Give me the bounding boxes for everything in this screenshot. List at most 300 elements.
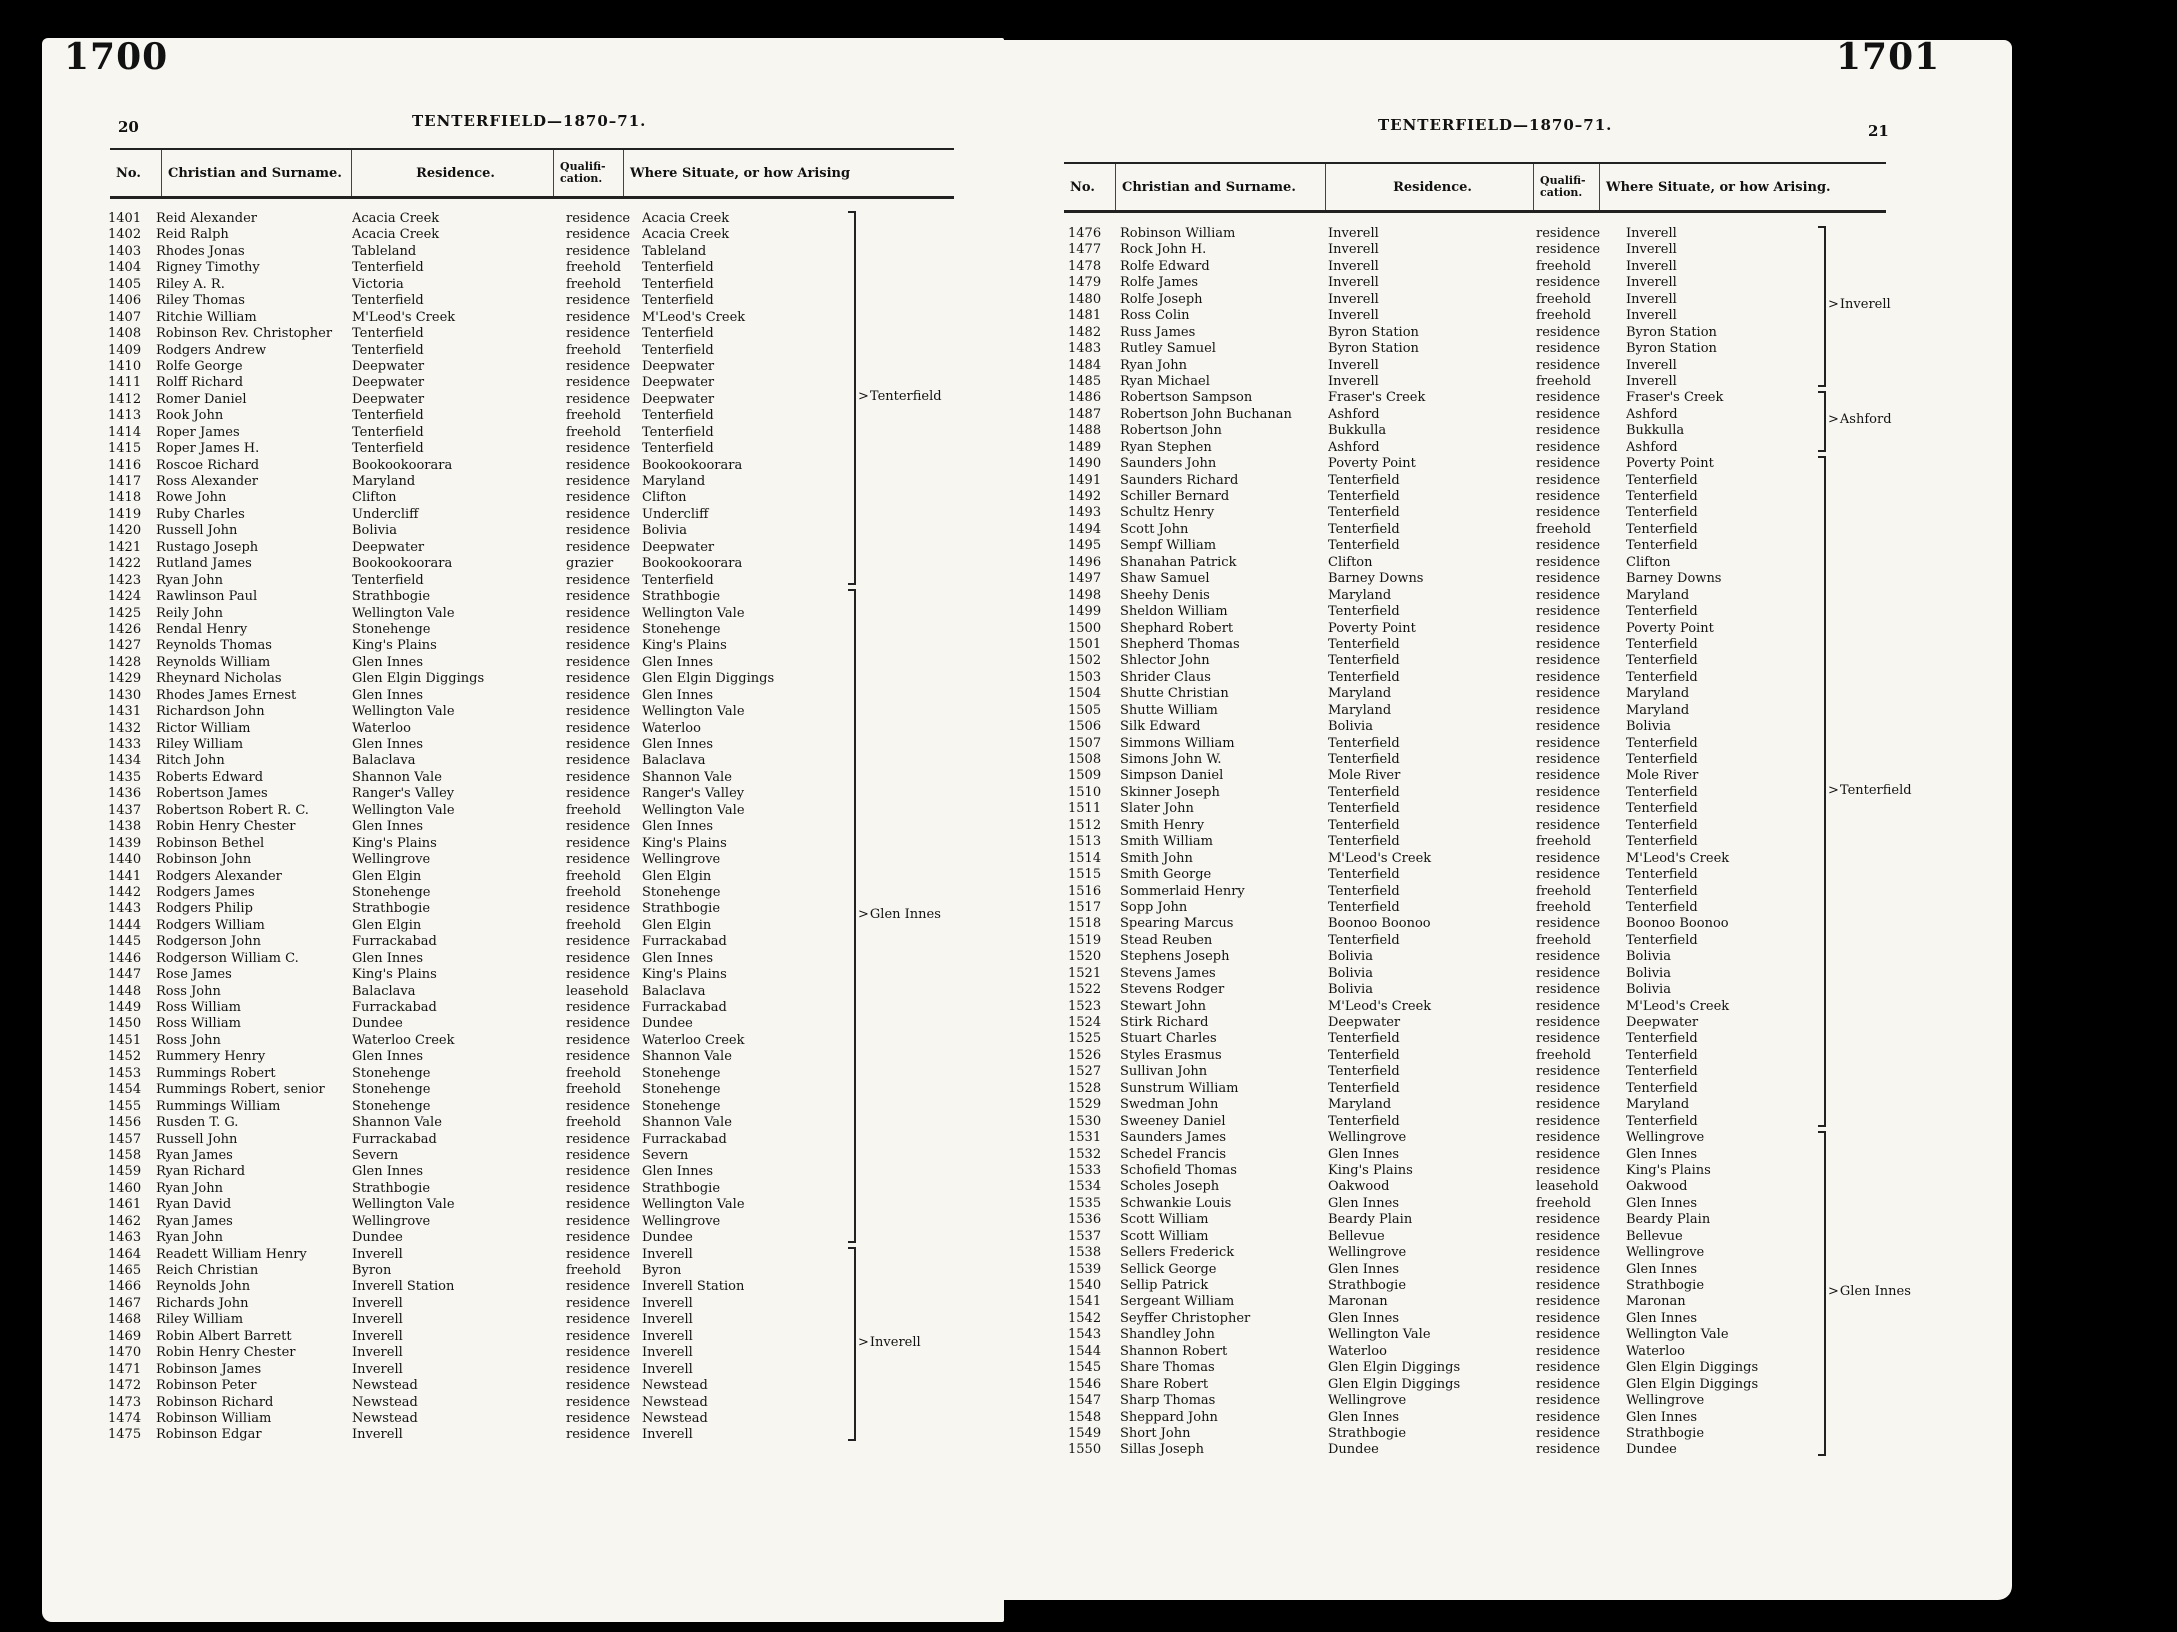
entry-row	[1068, 522, 1826, 538]
folio-number: 1701	[1836, 36, 1941, 78]
entry-name: Ross William	[156, 1016, 241, 1032]
entry-res: Glen Innes	[352, 737, 423, 752]
entry-res: Inverell	[1328, 308, 1379, 324]
entry-where: Tenterfield	[1626, 883, 1698, 899]
entry-row	[108, 375, 832, 391]
entry-qual: residence	[1536, 275, 1601, 291]
entry-no: 1466	[108, 1279, 142, 1295]
entry-where: Tenterfield	[1626, 472, 1698, 488]
entry-qual: residence	[1536, 1393, 1601, 1409]
entry-no: 1405	[108, 276, 142, 292]
entry-res: Tenterfield	[1328, 1113, 1400, 1129]
entry-res: Tenterfield	[1328, 899, 1400, 915]
entry-row	[108, 540, 832, 556]
entry-res: Wellington Vale	[352, 1197, 455, 1213]
entry-no: 1493	[1068, 505, 1102, 521]
entry-res: Tenterfield	[1328, 817, 1400, 833]
entry-row	[1068, 1130, 1826, 1146]
entry-qual: residence	[566, 293, 631, 309]
entry-qual: residence	[1536, 538, 1601, 554]
entry-row	[108, 1427, 832, 1443]
entry-no: 1546	[1068, 1376, 1102, 1392]
entry-name: Sellers Frederick	[1120, 1245, 1235, 1261]
entry-no: 1547	[1068, 1393, 1102, 1409]
entry-no: 1515	[1068, 867, 1102, 883]
entry-res: Glen Innes	[1328, 1409, 1399, 1425]
entry-qual: residence	[566, 391, 631, 407]
entry-qual: residence	[1536, 801, 1601, 817]
entry-res: Wellington Vale	[352, 605, 455, 621]
group-label: > Ashford	[1828, 412, 1892, 427]
entry-where: Oakwood	[1626, 1179, 1688, 1195]
entry-qual: residence	[1536, 505, 1601, 521]
entry-res: Wellingrove	[1328, 1245, 1407, 1261]
entry-where: King's Plains	[642, 967, 727, 983]
entry-name: Ross Alexander	[156, 474, 259, 489]
entry-row	[1068, 801, 1826, 817]
entry-name: Sharp Thomas	[1120, 1393, 1216, 1409]
entry-res: Bellevue	[1328, 1228, 1385, 1244]
entry-no: 1443	[108, 901, 142, 917]
entry-name: Robinson William	[1120, 226, 1236, 241]
entry-qual: residence	[566, 539, 631, 555]
entry-qual: residence	[1536, 636, 1601, 652]
entry-qual: residence	[1536, 998, 1601, 1014]
group-label: > Glen Innes	[858, 907, 941, 922]
entry-name: Robinson Peter	[156, 1378, 257, 1394]
entry-row	[1068, 1031, 1826, 1047]
entry-res: Byron Station	[1328, 324, 1419, 340]
entry-name: Robinson Richard	[156, 1394, 274, 1410]
entry-no: 1461	[108, 1197, 142, 1213]
entry-res: Tenterfield	[352, 293, 424, 309]
entry-where: Shannon Vale	[642, 1049, 732, 1065]
entry-no: 1531	[1068, 1130, 1102, 1146]
entry-no: 1424	[108, 589, 142, 605]
entry-row	[1068, 390, 1826, 406]
entry-where: Glen Elgin Diggings	[1626, 1376, 1759, 1392]
entry-where: Tenterfield	[1626, 538, 1698, 554]
entry-name: Rock John H.	[1120, 242, 1207, 258]
entry-res: Inverell	[352, 1361, 403, 1377]
entry-where: Barney Downs	[1626, 571, 1722, 587]
entry-name: Rodgers Andrew	[156, 342, 267, 358]
entry-no: 1450	[108, 1016, 142, 1032]
entry-no: 1438	[108, 819, 142, 835]
entry-res: Deepwater	[1328, 1015, 1401, 1030]
entry-row	[1068, 308, 1826, 324]
entry-qual: residence	[566, 1180, 631, 1196]
entry-row	[108, 1395, 832, 1411]
entry-where: Inverell	[642, 1295, 693, 1311]
entry-where: Strathbogie	[1626, 1278, 1705, 1293]
entry-name: Swedman John	[1120, 1097, 1219, 1113]
entry-row	[1068, 736, 1826, 752]
entry-name: Richardson John	[156, 704, 265, 720]
entry-where: Clifton	[642, 490, 687, 506]
entry-no: 1496	[1068, 554, 1102, 570]
entry-res: Maryland	[1328, 702, 1392, 718]
entry-row	[108, 852, 832, 868]
entry-qual: leasehold	[1536, 1179, 1599, 1195]
entry-row	[108, 836, 832, 852]
entry-row	[1068, 505, 1826, 521]
entry-res: Stonehenge	[352, 884, 431, 900]
entry-where: Bookookoorara	[642, 556, 743, 572]
entry-name: Reid Alexander	[156, 211, 258, 226]
page-title: TENTERFIELD—1870–71.	[412, 112, 647, 130]
entry-row	[1068, 703, 1826, 719]
entry-qual: residence	[566, 671, 631, 687]
entry-row	[108, 622, 832, 638]
entry-res: Inverell	[1328, 275, 1379, 291]
entry-row	[1068, 719, 1826, 735]
entry-res: Inverell	[352, 1427, 403, 1443]
entry-name: Schiller Bernard	[1120, 489, 1230, 504]
entry-qual: residence	[1536, 982, 1601, 998]
entry-name: Sullivan John	[1120, 1064, 1208, 1080]
entry-where: Maryland	[1626, 686, 1690, 702]
entry-row	[108, 1362, 832, 1378]
entry-where: Waterloo Creek	[642, 1032, 745, 1048]
entry-qual: residence	[566, 441, 631, 457]
entry-qual: residence	[1536, 439, 1601, 455]
entry-where: Byron Station	[1626, 324, 1717, 340]
entry-no: 1523	[1068, 998, 1102, 1014]
entry-where: M'Leod's Creek	[642, 309, 746, 325]
header-qualification-text: Qualifi- cation.	[1540, 174, 1586, 199]
entry-name: Ryan Stephen	[1120, 439, 1212, 455]
entry-no: 1472	[108, 1378, 142, 1394]
entry-no: 1434	[108, 753, 142, 769]
entry-where: Tenterfield	[1626, 653, 1698, 669]
entry-no: 1522	[1068, 982, 1102, 998]
entry-res: Strathbogie	[1328, 1425, 1407, 1441]
entry-qual: residence	[566, 605, 631, 621]
entry-where: Inverell	[1626, 308, 1677, 324]
entry-where: Bellevue	[1626, 1228, 1683, 1244]
entry-where: Inverell	[1626, 258, 1677, 274]
entry-res: Tenterfield	[1328, 735, 1400, 751]
entry-row	[1068, 1048, 1826, 1064]
entry-where: Waterloo	[1626, 1343, 1685, 1359]
entry-name: Shlector John	[1120, 653, 1210, 669]
entry-res: Wellington Vale	[352, 802, 455, 818]
entry-row	[1068, 1426, 1826, 1442]
entry-row	[108, 786, 832, 802]
page-number: 21	[1868, 122, 1889, 140]
entry-qual: freehold	[1536, 834, 1592, 850]
left-page	[42, 38, 1004, 1622]
entry-where: Inverell	[642, 1246, 693, 1262]
entry-qual: residence	[1536, 653, 1601, 669]
header-qualification	[554, 150, 624, 196]
entry-res: Glen Innes	[352, 950, 423, 966]
entry-name: Ryan James	[156, 1213, 233, 1229]
entry-row	[1068, 867, 1826, 883]
entry-res: Newstead	[352, 1378, 418, 1394]
entry-res: Balaclava	[352, 983, 416, 999]
entry-no: 1510	[1068, 784, 1102, 800]
entry-row	[1068, 1212, 1826, 1228]
entry-row	[1068, 851, 1826, 867]
entry-name: Ryan Michael	[1120, 373, 1210, 389]
entry-qual: residence	[1536, 406, 1601, 422]
entry-qual: residence	[566, 1361, 631, 1377]
entry-row	[1068, 588, 1826, 604]
entry-no: 1526	[1068, 1047, 1102, 1063]
entry-res: King's Plains	[352, 638, 437, 654]
entry-row	[1068, 752, 1826, 768]
entry-name: Slater John	[1120, 801, 1194, 817]
entry-where: Inverell	[642, 1345, 693, 1361]
entry-name: Silk Edward	[1120, 719, 1201, 735]
entry-res: Poverty Point	[1328, 620, 1416, 636]
entry-row	[1068, 1278, 1826, 1294]
entry-row	[108, 1263, 832, 1279]
entry-qual: residence	[566, 358, 631, 374]
entry-where: Maryland	[1626, 1097, 1690, 1113]
entry-name: Robertson John Buchanan	[1120, 406, 1292, 422]
entry-no: 1427	[108, 638, 142, 654]
entry-name: Sopp John	[1120, 899, 1188, 915]
entry-no: 1457	[108, 1131, 142, 1147]
entry-where: Glen Elgin Diggings	[1626, 1360, 1759, 1376]
entry-row	[108, 425, 832, 441]
group-brace	[1816, 226, 1826, 387]
entry-row	[1068, 949, 1826, 965]
entry-qual: residence	[1536, 456, 1601, 472]
entry-name: Robinson James	[156, 1361, 262, 1377]
entry-where: Tenterfield	[1626, 1047, 1698, 1063]
entry-qual: freehold	[566, 260, 622, 276]
entry-row	[1068, 1245, 1826, 1261]
entry-name: Stirk Richard	[1120, 1015, 1209, 1030]
entry-qual: residence	[566, 1295, 631, 1311]
entry-row	[108, 1033, 832, 1049]
entry-qual: freehold	[566, 802, 622, 818]
entry-no: 1544	[1068, 1343, 1102, 1359]
entry-where: Wellingrove	[1626, 1245, 1705, 1261]
page-number: 20	[118, 118, 139, 136]
entry-res: Tenterfield	[352, 572, 424, 588]
group-label: > Tenterfield	[858, 389, 942, 404]
entry-no: 1471	[108, 1361, 142, 1377]
entry-where: Glen Innes	[1626, 1146, 1697, 1162]
entry-res: Glen Innes	[352, 1164, 423, 1180]
entry-qual: residence	[1536, 1327, 1601, 1343]
entry-qual: residence	[566, 227, 631, 243]
entry-row	[1068, 1015, 1826, 1031]
entry-no: 1500	[1068, 620, 1102, 636]
entry-no: 1484	[1068, 357, 1102, 373]
entry-row	[1068, 423, 1826, 439]
entry-qual: residence	[1536, 1376, 1601, 1392]
entry-where: Newstead	[642, 1394, 708, 1410]
entry-res: Ashford	[1328, 439, 1380, 455]
entry-qual: freehold	[1536, 373, 1592, 389]
entry-where: Tenterfield	[642, 342, 714, 358]
entry-where: Shannon Vale	[642, 1115, 732, 1131]
entry-res: Bolivia	[352, 523, 397, 539]
entry-res: Bukkulla	[1328, 423, 1387, 439]
entry-qual: residence	[566, 720, 631, 736]
entry-qual: residence	[1536, 867, 1601, 883]
entry-res: Strathbogie	[352, 901, 431, 917]
entry-where: Tenterfield	[1626, 521, 1698, 537]
entry-row	[1068, 1410, 1826, 1426]
entry-where: Shannon Vale	[642, 769, 732, 785]
entry-qual: residence	[566, 1098, 631, 1114]
entry-where: Wellington Vale	[642, 605, 745, 621]
entry-where: M'Leod's Creek	[1626, 998, 1730, 1014]
entry-no: 1430	[108, 687, 142, 703]
entry-no: 1534	[1068, 1179, 1102, 1195]
entry-qual: residence	[1536, 390, 1601, 406]
entry-qual: residence	[1536, 1212, 1601, 1228]
entry-name: Rodgers Philip	[156, 901, 253, 917]
entry-no: 1440	[108, 852, 142, 868]
entry-res: Tenterfield	[352, 326, 424, 342]
entry-no: 1539	[1068, 1261, 1102, 1277]
entry-qual: residence	[1536, 1146, 1601, 1162]
entry-res: Bolivia	[1328, 719, 1373, 735]
entry-name: Spearing Marcus	[1120, 916, 1234, 932]
entry-where: Tenterfield	[642, 572, 714, 588]
entry-row	[1068, 407, 1826, 423]
entry-where: Wellington Vale	[1626, 1327, 1729, 1343]
entry-row	[108, 967, 832, 983]
entry-row	[1068, 440, 1826, 456]
entry-row	[1068, 1360, 1826, 1376]
entry-res: Dundee	[352, 1230, 403, 1246]
entry-no: 1431	[108, 704, 142, 720]
entry-qual: residence	[566, 1410, 631, 1426]
entry-row	[108, 1214, 832, 1230]
entry-no: 1456	[108, 1115, 142, 1131]
entry-no: 1511	[1068, 801, 1102, 817]
group-label: > Glen Innes	[1828, 1284, 1911, 1299]
entry-res: Maronan	[1328, 1294, 1388, 1310]
entry-no: 1412	[108, 391, 142, 407]
entry-name: Romer Daniel	[156, 391, 247, 407]
entry-no: 1527	[1068, 1064, 1102, 1080]
entry-name: Schultz Henry	[1120, 505, 1215, 521]
entry-row	[108, 951, 832, 967]
header-residence: Residence.	[1326, 164, 1534, 210]
entry-qual: freehold	[1536, 521, 1592, 537]
entry-name: Riley William	[156, 737, 244, 752]
header-no: No.	[110, 150, 162, 196]
entry-res: Tenterfield	[1328, 604, 1400, 620]
entry-row	[108, 901, 832, 917]
entry-where: Glen Innes	[642, 737, 713, 752]
entry-no: 1442	[108, 884, 142, 900]
entry-row	[1068, 1229, 1826, 1245]
right-page	[1000, 36, 2012, 1600]
entry-row	[108, 392, 832, 408]
entry-no: 1545	[1068, 1360, 1102, 1376]
entry-qual: residence	[1536, 1130, 1601, 1146]
entry-res: Ranger's Valley	[352, 786, 455, 802]
entry-row	[1068, 1114, 1826, 1130]
entry-no: 1495	[1068, 538, 1102, 554]
entry-no: 1447	[108, 967, 142, 983]
entry-where: Maronan	[1626, 1294, 1686, 1310]
entry-where: Severn	[642, 1147, 689, 1163]
entry-res: Tenterfield	[1328, 521, 1400, 537]
entry-qual: residence	[1536, 1442, 1601, 1458]
entry-no: 1508	[1068, 752, 1102, 767]
entry-where: Tenterfield	[1626, 932, 1698, 948]
entry-qual: residence	[1536, 1162, 1601, 1178]
entry-where: Tenterfield	[1626, 669, 1698, 685]
entry-name: Sweeney Daniel	[1120, 1113, 1226, 1129]
entry-no: 1475	[108, 1427, 142, 1443]
entry-qual: residence	[566, 934, 631, 950]
group-brace	[1816, 456, 1826, 1126]
entry-row	[1068, 653, 1826, 669]
entry-name: Russell John	[156, 1131, 238, 1147]
entry-res: Deepwater	[352, 391, 425, 407]
entry-row	[1068, 555, 1826, 571]
entry-qual: freehold	[566, 342, 622, 358]
entry-res: Strathbogie	[1328, 1278, 1407, 1293]
entry-qual: residence	[566, 654, 631, 670]
entry-qual: residence	[566, 901, 631, 917]
entry-row	[1068, 374, 1826, 390]
entry-where: Tableland	[642, 243, 707, 259]
entry-where: Inverell	[642, 1427, 693, 1443]
entry-row	[1068, 1262, 1826, 1278]
entry-where: Tenterfield	[1626, 899, 1698, 915]
entry-name: Ross John	[156, 1032, 221, 1048]
entry-name: Roscoe Richard	[156, 457, 260, 473]
entry-qual: freehold	[566, 1263, 622, 1278]
entry-qual: freehold	[1536, 258, 1592, 274]
entry-name: Rodgerson William C.	[156, 950, 299, 966]
entry-qual: residence	[566, 687, 631, 703]
entry-name: Scott William	[1120, 1228, 1209, 1244]
entry-no: 1403	[108, 243, 142, 259]
entry-res: Glen Elgin Diggings	[352, 671, 485, 687]
entry-res: Shannon Vale	[352, 1115, 442, 1131]
entry-no: 1428	[108, 654, 142, 670]
entry-where: Glen Innes	[642, 819, 713, 835]
entry-res: Balaclava	[352, 753, 416, 769]
entry-no: 1504	[1068, 686, 1102, 702]
entry-res: M'Leod's Creek	[352, 309, 456, 325]
entry-qual: residence	[1536, 752, 1601, 767]
entry-row	[1068, 621, 1826, 637]
entry-where: Inverell	[1626, 226, 1677, 241]
entry-no: 1512	[1068, 817, 1102, 833]
entry-qual: residence	[566, 474, 631, 489]
entry-name: Rusden T. G.	[156, 1115, 239, 1131]
entry-res: Beardy Plain	[1328, 1212, 1413, 1228]
entry-where: Bolivia	[1626, 719, 1671, 735]
entry-res: Bookookoorara	[352, 556, 453, 572]
entry-where: Dundee	[642, 1016, 693, 1032]
entry-name: Ryan John	[1120, 357, 1187, 373]
entry-qual: residence	[1536, 1294, 1601, 1310]
entry-no: 1425	[108, 605, 142, 621]
entry-name: Simmons William	[1120, 735, 1235, 751]
entry-res: Furrackabad	[352, 1131, 437, 1147]
entry-qual: residence	[566, 1246, 631, 1262]
entry-no: 1411	[108, 375, 142, 391]
entry-row	[1068, 1097, 1826, 1113]
